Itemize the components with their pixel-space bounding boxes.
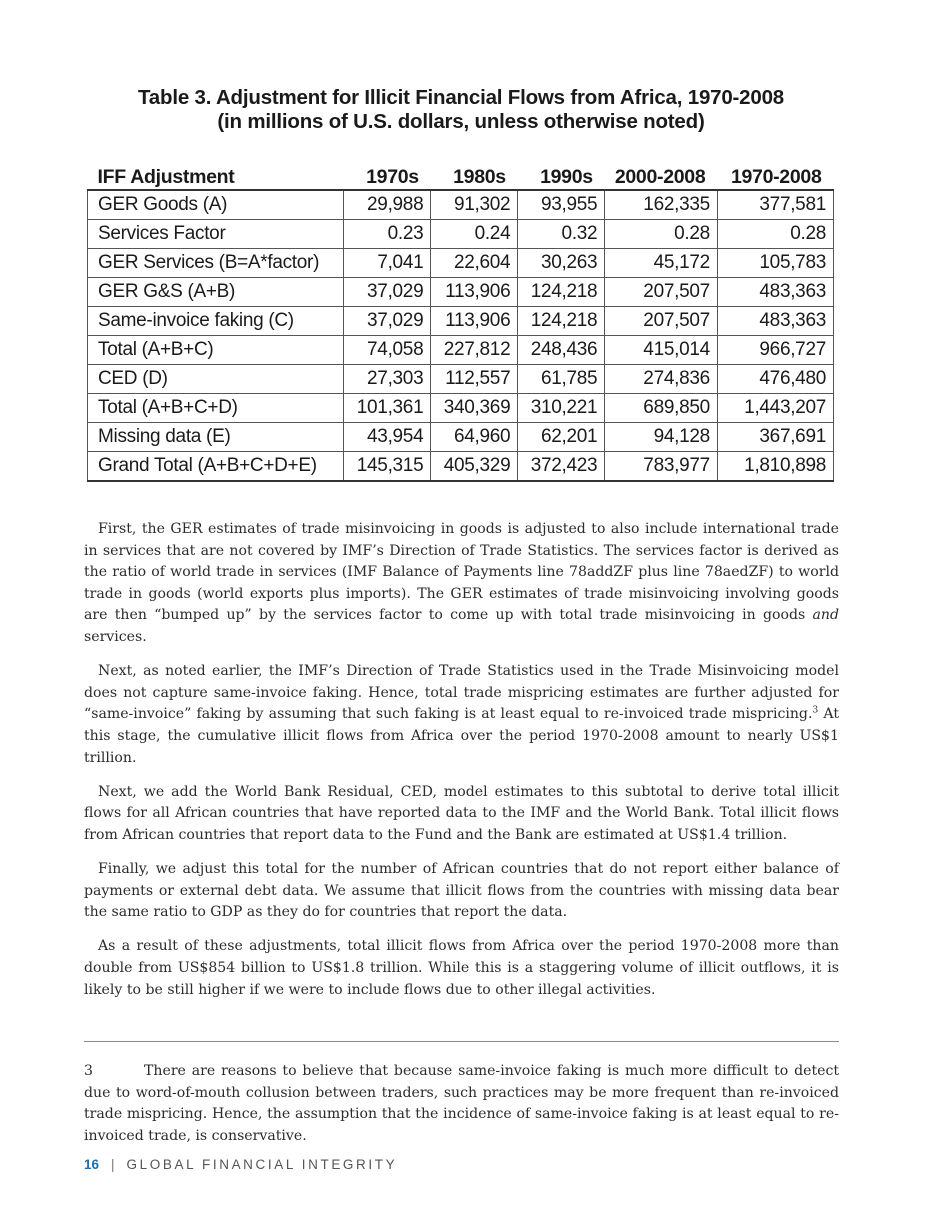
table-row bbox=[88, 278, 834, 307]
table-row bbox=[88, 307, 834, 336]
table-cell: 0.28 bbox=[605, 220, 718, 249]
paragraph-text: At this stage, the cumulative illicit flows from Africa over the period 1970-2008 amount to nearly US$1 trillion. bbox=[84, 706, 839, 766]
footnote-divider bbox=[84, 1041, 839, 1042]
column-header: 1980s bbox=[453, 166, 506, 188]
table-row bbox=[88, 336, 834, 365]
table-cell: 112,557 bbox=[431, 365, 518, 394]
table-cell: 476,480 bbox=[717, 365, 833, 394]
table-cell: 0.24 bbox=[431, 220, 518, 249]
row-label: Total (A+B+C+D) bbox=[88, 394, 344, 423]
table-title-line2: (in millions of U.S. dollars, unless otherwise noted) bbox=[217, 110, 705, 133]
paragraph: Finally, we adjust this total for the number of African countries that do not report either balance of payments or external debt data. We assume that illicit flows from the countries with missing data bear the same ratio to GDP as they do for countries that report the data. bbox=[84, 861, 839, 921]
iff-adjustment-table bbox=[87, 163, 834, 482]
table-row bbox=[88, 394, 834, 423]
table-cell: 93,955 bbox=[518, 190, 605, 220]
table-header-row bbox=[88, 163, 834, 190]
column-header: 2000-2008 bbox=[614, 166, 706, 188]
table-row bbox=[88, 452, 834, 482]
table-row bbox=[88, 423, 834, 452]
table-title-line1: Table 3. Adjustment for Illicit Financial Flows from Africa, 1970-2008 bbox=[138, 86, 784, 109]
footnote bbox=[84, 1061, 839, 1147]
row-label: Grand Total (A+B+C+D+E) bbox=[88, 452, 344, 482]
table-row bbox=[88, 220, 834, 249]
table-cell: 0.32 bbox=[518, 220, 605, 249]
table-cell: 113,906 bbox=[431, 307, 518, 336]
table-cell: 22,604 bbox=[431, 249, 518, 278]
table-cell: 1,810,898 bbox=[717, 452, 833, 482]
table-cell: 105,783 bbox=[717, 249, 833, 278]
table-cell: 113,906 bbox=[431, 278, 518, 307]
column-header: 1970s bbox=[366, 166, 419, 188]
table-cell: 124,218 bbox=[518, 307, 605, 336]
column-header: IFF Adjustment bbox=[97, 166, 235, 188]
footnote-reference[interactable]: 3 bbox=[812, 705, 819, 716]
page-number: 16 bbox=[84, 1157, 100, 1172]
table-cell: 43,954 bbox=[344, 423, 431, 452]
paragraph-text: First, the GER estimates of trade misinvoicing in goods is adjusted to also include international trade in services that are not covered by IMF’s Direction of Trade Statistics. The services factor is derived as the ratio of world trade in services (IMF Balance of Payments line 78addZF plus line 78aedZF) to world trade in goods (world exports plus imports). The GER estimates of trade misinvoicing involving goods are then “bumped up” by the services factor to come up with total trade misinvoicing in goods bbox=[84, 521, 839, 624]
table-cell: 274,836 bbox=[605, 365, 718, 394]
table-cell: 367,691 bbox=[717, 423, 833, 452]
table-cell: 91,302 bbox=[431, 190, 518, 220]
table-cell: 29,988 bbox=[344, 190, 431, 220]
table-cell: 966,727 bbox=[717, 336, 833, 365]
table-title bbox=[0, 86, 922, 134]
table-row bbox=[88, 249, 834, 278]
table-cell: 30,263 bbox=[518, 249, 605, 278]
table-cell: 37,029 bbox=[344, 307, 431, 336]
table-row bbox=[88, 365, 834, 394]
table-cell: 45,172 bbox=[605, 249, 718, 278]
paragraph: Next, we add the World Bank Residual, CED, model estimates to this subtotal to derive total illicit flows for all African countries that have reported data to the IMF and the World Bank. Total illicit flows from African countries that report data to the Fund and the Bank are estimated at US$1.4 trillion. bbox=[84, 783, 839, 843]
paragraph: As a result of these adjustments, total illicit flows from Africa over the period 1970-2008 more than double from US$854 billion to US$1.8 trillion. While this is a staggering volume of illicit outflows, it is likely to be still higher if we were to include flows due to other illegal activities. bbox=[84, 938, 839, 998]
table-cell: 207,507 bbox=[605, 278, 718, 307]
column-header: 1990s bbox=[540, 166, 593, 188]
footnote-text: There are reasons to believe that because same-invoice faking is much more difficult to detect due to word-of-mouth collusion between traders, such practices may be more frequent than re-invoiced trade mispricing. Hence, the assumption that the incidence of same-invoice faking is at least equal to re-invoiced trade, is conservative. bbox=[84, 1063, 839, 1144]
row-label: Missing data (E) bbox=[88, 423, 344, 452]
row-label: CED (D) bbox=[88, 365, 344, 394]
table-cell: 162,335 bbox=[605, 190, 718, 220]
body-text bbox=[84, 519, 839, 1014]
table-cell: 310,221 bbox=[518, 394, 605, 423]
table-cell: 27,303 bbox=[344, 365, 431, 394]
table-cell: 783,977 bbox=[605, 452, 718, 482]
table-cell: 61,785 bbox=[518, 365, 605, 394]
table-cell: 377,581 bbox=[717, 190, 833, 220]
table-cell: 94,128 bbox=[605, 423, 718, 452]
table-cell: 64,960 bbox=[431, 423, 518, 452]
column-header: 1970-2008 bbox=[730, 166, 822, 188]
table-cell: 405,329 bbox=[431, 452, 518, 482]
page-footer bbox=[84, 1157, 397, 1172]
paragraph-text: Next, as noted earlier, the IMF’s Direction of Trade Statistics used in the Trade Misinvoicing model does not capture same-invoice faking. Hence, total trade mispricing estimates are further adjusted for “same-invoice” faking by assuming that such faking is at least equal to re-invoiced trade mispricing. bbox=[84, 663, 839, 723]
table-cell: 0.23 bbox=[344, 220, 431, 249]
row-label: GER Goods (A) bbox=[88, 190, 344, 220]
footnote-number: 3 bbox=[84, 1063, 93, 1079]
table-cell: 415,014 bbox=[605, 336, 718, 365]
table-row bbox=[88, 190, 834, 220]
table-cell: 372,423 bbox=[518, 452, 605, 482]
table-cell: 0.28 bbox=[717, 220, 833, 249]
row-label: Services Factor bbox=[88, 220, 344, 249]
table-cell: 37,029 bbox=[344, 278, 431, 307]
emphasis-text: and bbox=[812, 607, 839, 624]
table-cell: 1,443,207 bbox=[717, 394, 833, 423]
table-cell: 340,369 bbox=[431, 394, 518, 423]
table-cell: 74,058 bbox=[344, 336, 431, 365]
footer-separator: | bbox=[111, 1157, 115, 1172]
table-cell: 62,201 bbox=[518, 423, 605, 452]
table-cell: 207,507 bbox=[605, 307, 718, 336]
row-label: Total (A+B+C) bbox=[88, 336, 344, 365]
table-cell: 124,218 bbox=[518, 278, 605, 307]
paragraph bbox=[84, 661, 839, 769]
row-label: GER Services (B=A*factor) bbox=[88, 249, 344, 278]
table-cell: 483,363 bbox=[717, 307, 833, 336]
table-cell: 689,850 bbox=[605, 394, 718, 423]
table-cell: 483,363 bbox=[717, 278, 833, 307]
table-cell: 7,041 bbox=[344, 249, 431, 278]
paragraph bbox=[84, 519, 839, 649]
table-cell: 227,812 bbox=[431, 336, 518, 365]
paragraph-text: services. bbox=[84, 628, 147, 645]
table-cell: 145,315 bbox=[344, 452, 431, 482]
table-cell: 248,436 bbox=[518, 336, 605, 365]
row-label: Same-invoice faking (C) bbox=[88, 307, 344, 336]
table-cell: 101,361 bbox=[344, 394, 431, 423]
organization-name: GLOBAL FINANCIAL INTEGRITY bbox=[126, 1157, 398, 1172]
row-label: GER G&S (A+B) bbox=[88, 278, 344, 307]
